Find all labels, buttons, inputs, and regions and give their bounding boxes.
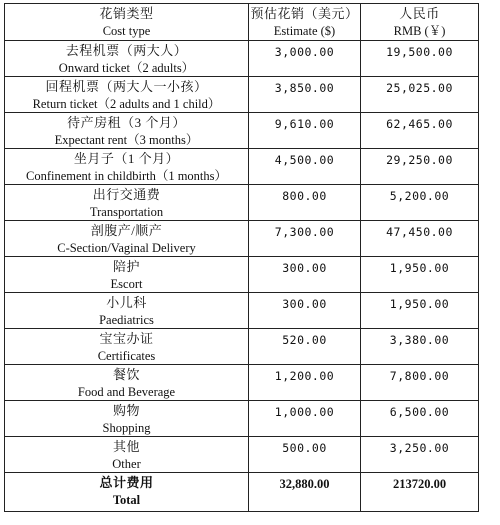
estimate-usd: 300.00 xyxy=(282,261,327,275)
table-header-row xyxy=(5,4,479,41)
cost-type-cn: 其他 xyxy=(112,439,140,454)
cost-type-cell xyxy=(5,149,249,185)
estimate-usd: 7,300.00 xyxy=(274,225,335,239)
estimate-usd: 500.00 xyxy=(282,441,327,455)
cost-type-cn: 去程机票（两大人） xyxy=(65,43,188,58)
table-row xyxy=(5,437,479,473)
cost-type-cell xyxy=(5,77,249,113)
estimate-usd: 9,610.00 xyxy=(274,117,335,131)
table-row xyxy=(5,77,479,113)
estimate-usd-cell xyxy=(249,365,361,401)
estimate-usd-cell xyxy=(249,77,361,113)
cost-type-en: Paediatrics xyxy=(99,313,154,327)
rmb-value: 7,800.00 xyxy=(389,369,450,383)
total-label-en: Total xyxy=(112,493,141,507)
rmb-cell xyxy=(361,185,479,221)
table-row xyxy=(5,293,479,329)
cost-type-cell xyxy=(5,185,249,221)
cost-type-cn: 购物 xyxy=(112,403,140,418)
cost-type-cell xyxy=(5,41,249,77)
header-rmb xyxy=(361,4,479,41)
rmb-value: 5,200.00 xyxy=(389,189,450,203)
estimate-usd-cell xyxy=(249,401,361,437)
rmb-value: 6,500.00 xyxy=(389,405,450,419)
cost-type-cn: 餐饮 xyxy=(112,367,140,382)
estimate-usd: 3,000.00 xyxy=(274,45,335,59)
cost-type-en: Expectant rent（3 months） xyxy=(54,133,199,147)
rmb-value: 3,250.00 xyxy=(389,441,450,455)
table-row xyxy=(5,221,479,257)
total-usd-cell xyxy=(249,473,361,512)
estimate-usd-cell xyxy=(249,221,361,257)
estimate-usd-cell xyxy=(249,329,361,365)
cost-type-en: Other xyxy=(112,457,141,471)
rmb-value: 29,250.00 xyxy=(386,153,453,167)
cost-type-en: Confinement in childbirth（1 months） xyxy=(25,169,228,183)
header-cost-type-en: Cost type xyxy=(102,24,151,38)
table-row xyxy=(5,185,479,221)
cost-type-cell xyxy=(5,437,249,473)
cost-type-cell xyxy=(5,401,249,437)
cost-type-cell xyxy=(5,221,249,257)
cost-type-cell xyxy=(5,113,249,149)
header-cost-type-cn: 花销类型 xyxy=(99,6,154,21)
total-label-cell xyxy=(5,473,249,512)
total-rmb: 213720.00 xyxy=(392,477,447,491)
header-rmb-cn: 人民币 xyxy=(399,6,440,21)
estimate-usd: 4,500.00 xyxy=(274,153,335,167)
rmb-cell xyxy=(361,221,479,257)
rmb-value: 3,380.00 xyxy=(389,333,450,347)
total-label-cn: 总计费用 xyxy=(99,475,154,490)
estimate-usd-cell xyxy=(249,41,361,77)
estimate-usd-cell xyxy=(249,437,361,473)
estimate-usd: 520.00 xyxy=(282,333,327,347)
cost-type-cn: 剖腹产/顺产 xyxy=(90,223,163,238)
header-estimate-cn: 预估花销（美元） xyxy=(250,6,359,21)
table-row xyxy=(5,401,479,437)
cost-type-en: Shopping xyxy=(102,421,151,435)
total-rmb-cell xyxy=(361,473,479,512)
cost-type-cell xyxy=(5,293,249,329)
cost-type-en: Onward ticket（2 adults） xyxy=(58,61,195,75)
rmb-cell xyxy=(361,365,479,401)
header-cost-type xyxy=(5,4,249,41)
table-row xyxy=(5,257,479,293)
cost-type-en: Certificates xyxy=(97,349,156,363)
rmb-cell xyxy=(361,329,479,365)
rmb-cell xyxy=(361,113,479,149)
estimate-usd: 300.00 xyxy=(282,297,327,311)
table-row xyxy=(5,365,479,401)
estimate-usd-cell xyxy=(249,257,361,293)
cost-type-cn: 出行交通费 xyxy=(92,187,161,202)
table-row xyxy=(5,149,479,185)
cost-type-en: C-Section/Vaginal Delivery xyxy=(57,241,196,255)
rmb-value: 47,450.00 xyxy=(386,225,453,239)
header-rmb-en: RMB (￥) xyxy=(393,24,446,38)
rmb-cell xyxy=(361,437,479,473)
cost-type-en: Escort xyxy=(110,277,143,291)
table-row xyxy=(5,41,479,77)
header-estimate xyxy=(249,4,361,41)
cost-type-en: Transportation xyxy=(89,205,164,219)
estimate-usd-cell xyxy=(249,113,361,149)
estimate-usd: 1,200.00 xyxy=(274,369,335,383)
rmb-value: 1,950.00 xyxy=(389,261,450,275)
table-row xyxy=(5,329,479,365)
cost-type-cn: 陪护 xyxy=(112,259,140,274)
estimate-usd: 1,000.00 xyxy=(274,405,335,419)
estimate-usd-cell xyxy=(249,293,361,329)
rmb-cell xyxy=(361,257,479,293)
cost-type-cn: 回程机票（两大人一小孩） xyxy=(45,79,208,94)
total-row xyxy=(5,473,479,512)
estimate-usd: 800.00 xyxy=(282,189,327,203)
rmb-value: 62,465.00 xyxy=(386,117,453,131)
estimate-usd-cell xyxy=(249,149,361,185)
table-row xyxy=(5,113,479,149)
rmb-cell xyxy=(361,149,479,185)
cost-type-en: Food and Beverage xyxy=(77,385,176,399)
cost-type-en: Return ticket（2 adults and 1 child） xyxy=(32,97,221,111)
cost-type-cn: 宝宝办证 xyxy=(99,331,154,346)
rmb-value: 19,500.00 xyxy=(386,45,453,59)
estimate-usd-cell xyxy=(249,185,361,221)
cost-type-cell xyxy=(5,329,249,365)
cost-type-cn: 坐月子（1 个月） xyxy=(73,151,180,166)
rmb-cell xyxy=(361,293,479,329)
total-usd: 32,880.00 xyxy=(279,477,330,491)
rmb-value: 25,025.00 xyxy=(386,81,453,95)
cost-type-cell xyxy=(5,365,249,401)
estimate-usd: 3,850.00 xyxy=(274,81,335,95)
header-estimate-en: Estimate ($) xyxy=(273,24,336,38)
rmb-cell xyxy=(361,41,479,77)
rmb-cell xyxy=(361,401,479,437)
cost-table xyxy=(4,3,479,512)
rmb-cell xyxy=(361,77,479,113)
cost-type-cell xyxy=(5,257,249,293)
cost-type-cn: 待产房租（3 个月） xyxy=(67,115,186,130)
rmb-value: 1,950.00 xyxy=(389,297,450,311)
cost-type-cn: 小儿科 xyxy=(106,295,147,310)
